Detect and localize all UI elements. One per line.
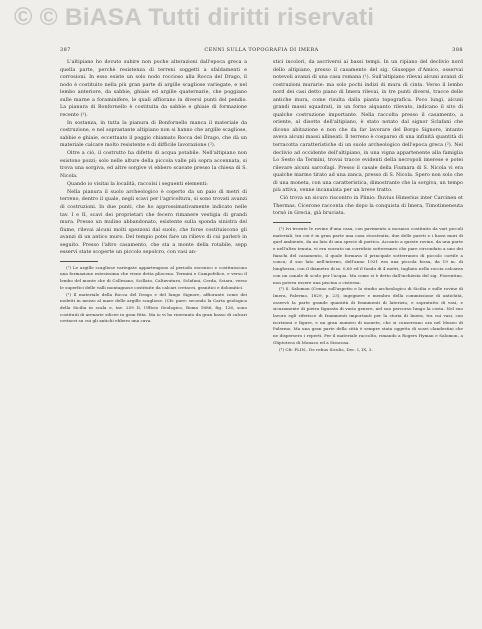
paragraph: stici incolori, da ascriversi ai bassi tempi. In un ripiano del declivio nord dello altipiano, presso il casamento del sig. Giuseppe d'Amico, osservai notevoli avanzi di una casa romana (¹). Sull'altipiano rilevai alcuni avanzi di costruzioni murarie: ma solo pochi indizi di mura di cinta. Verso il lembo nord dei casi detto piano di Imera rilevai, in tre punti diversi, tracce delle antiche mura, come risulta dalla pianta topografica. Poco lungi, alcuni grandi massi squadrati, in un forno alquanto rilevato, indicano il sito di qualche costruzione importante. Nella raccolta presso il casamento, a oriente, al disotto dell'altipiano, è stato notato dal signor Sclafani che dicono abitazione e non che da far lavorare del Borgo Signore, intanto aveva alcuni massi allineati. Il terreno è cosparso di una infinità quantità di terracotta caratteristiche di un suolo archeologico dell'epoca greca (²). Nel declivio ad occidente dell'altipiano, in una vigna appartenente alla famiglia Lo Sesto da Termini, trovai tracce evidenti della necropoli imerese e potei rilevare alcuni sarcofagi. Presso il casale della Fiumara di S. Nicola vi era qualche marmo tirato ad una zanca, presso di S. Nicola. Spero non solo che di una moneta, con una caratteristica, dimostrante che la sorgiva, un tempo più attiva, venne incanalata per un breve tratto. (273, 60, 463, 194)
left-column (60, 59, 247, 325)
paragraph: In sostanza, in tutta la pianura di Bonfornello manca il materiale da costruzione, e nel soprastante altipiano non si hanno che argille scagliose, sabbie e ghiaie, eccettuato il poggio chiamato Rocca del Drago, che dà un materiale calcare molto resistente e di difficile lavorazione (²). (60, 120, 247, 149)
right-column (273, 59, 463, 353)
watermark (14, 3, 374, 32)
footnote-divider (273, 222, 311, 223)
footnote: (²) Il materiale della Rocca del Drago e del lungo Signore, affiorante come dei nodetti in mezzo al mare delle argille scagliose. (Cfr. pure: secondo la Carta geologica della Sicilia in scala e, tav. 259 II, Ufficio Geologico, Roma 1886, fig. 126, sono costituiti di arenarie silicee in gran fitta. Ma io vi ho rinvenuto da gran basso di calcari cretacei su cui gli antichi ebbero una cava. (60, 291, 247, 324)
footnote: (³) Cfr. PLIN., De rebus Siculis, Dec. I, IX, 3. (279, 346, 373, 352)
footnote: (¹) Ivi trovate le rovine d'una casa, con pavimento a mosaico costituito da vari piccoli materiali, tra cui è in gran parte una casa ricostruita, due delle pareti e i bassi muri di quel ambiente, da un lato di una specie di portico. Accanto a queste rovine, da una parte e nell'altra tenuta, vi era scavato un corridoio sotterraneo che pare circondato a uno dei fianchi del casamento, il quale formava il principale sotterraneo di piccolo cortile a conca; il suo lato nell'interno, dell'anno 1931 era una piccola fossa, da 19 m. di lunghezza, con il diametro di m. 0,60 ed il fondo di 4 metri, tagliato nella roccia calcarea con un canale di scolo per l'acqua. Ma come si è detto dall'inchiesta del sig. Fiorentino, non poteva essere una piscina o cisterna. (273, 225, 463, 285)
running-title: CENNI SULLA TOPOGRAFIA DI IMERA (204, 47, 319, 53)
running-header (60, 47, 463, 54)
page-number-left: 387 (60, 47, 71, 53)
page-number-right: 388 (452, 47, 463, 53)
paragraph: Quando io visitai la località, raccolsi i seguenti elementi: (67, 181, 208, 187)
watermark-text: © BiASA Tutti diritti riservati (39, 4, 375, 31)
paragraph: Ciò trova un sicuro riscontro in Plinio: fluvius Himerius inter Carcinen et Thermas. Cicerone racconta che dopo la conquista di Imera, Timotimeneuta tornò in Grecia, già bruciata. (273, 196, 463, 217)
paragraph: L'altipiano ho dovuto subire non poche alterazioni dall'epoca greca a quella parte, perchè resistenza di terreni soggetti a sfaldamenti e corrosioni. In esso esiste un solo nodo roccioso alla Rocca del Drago, il nodo è costituito nella più gran parte di argille scagliose variegate, e nel lembo anteriore, da sabbie, ghiaie ed argille quaternarie, che poggiano sulle marne a foraminifere, le quali affiorano in diversi punti del pendio. La pianura di Bonfornello è costituita da sabbie e ghiaie di formazione recente (¹). (60, 60, 247, 118)
footnotes (60, 265, 247, 325)
footnote: (¹) Le argille scagliose variegate appartengono al periodo eocenico e costituiscono una formazione estesissima che viene detta plioceno. Termini e Campofelice, e verso il lembo del monte che di Collesano, Scillato, Caltavuturo, Sclafani, Cerda, Sciara, verso le superfici delle valli montagnose costituite da calcari cretacei, granitici e dolomitici. (60, 264, 247, 290)
paragraph: Oltre a ciò, il costrutto ha difetto di acqua potabile. Nell'altipiano non esistono pozzi; solo nelle alture della piccola valle più sopra accennata, si trova una sorgiva, ed altre sorgive vi ebbero scavate presso la chiesa di S. Nicola. (60, 151, 247, 179)
paragraph: Nella pianura il suolo archeologico è coperto da un paio di metri di terreno, dentro il quale, negli scavi per l'agricoltura, si sono trovati avanzi di costruzioni. In due punti, che ho approssimativamente indicato nelle tav. I e II, scavi dei proprietari che fecero rimanere vestigia di grandi mura. Presso un mulino abbandonato, esistente sulla sponda sinistra del fiume, rilevai alcuni molti spezzoni dal suolo, che forse costituiscono gli avanzi di un antico muro. Del tempio potei fare un rilievo di cui parlerò in seguito. Presso l'altro casamento, che sta a monte della rotabile, sepp esservi state scoperte un piccolo sepolcro, con vasi an- (60, 189, 247, 256)
footnotes (273, 226, 463, 353)
copyright-icon: © (14, 3, 33, 31)
footnote-divider (60, 261, 98, 262)
footnote: (²) S. Salomon (Cenno sull'aspetto e lo studio archeologico di Sicilia e sulle rovine di Imera, Palermo, 1829, p. 23), ingegnere e membro della commissione di antichità, osservò la parte grande quantità di frammenti di laterizio, e sopratutto di vasi, e sicuramente di pietra figurata di vario genere, nel suo percorso lungo la costa. Nel suo lavoro egli riferisce di frammenti importanti per la storia di Imera, tra cui vasi, con iscrizioni e figure, e un gran numero di monete, che si conservano ora nel Museo di Palermo. Ma una gran parte della città è sempre stata oggetto di scavi clandestini che ne dispersero i reperti. Per il materiale raccolto, rimando a Rogers Hyman e Salomon, a Gliptoteca di Monaco ed a Siracusa. (273, 286, 463, 345)
